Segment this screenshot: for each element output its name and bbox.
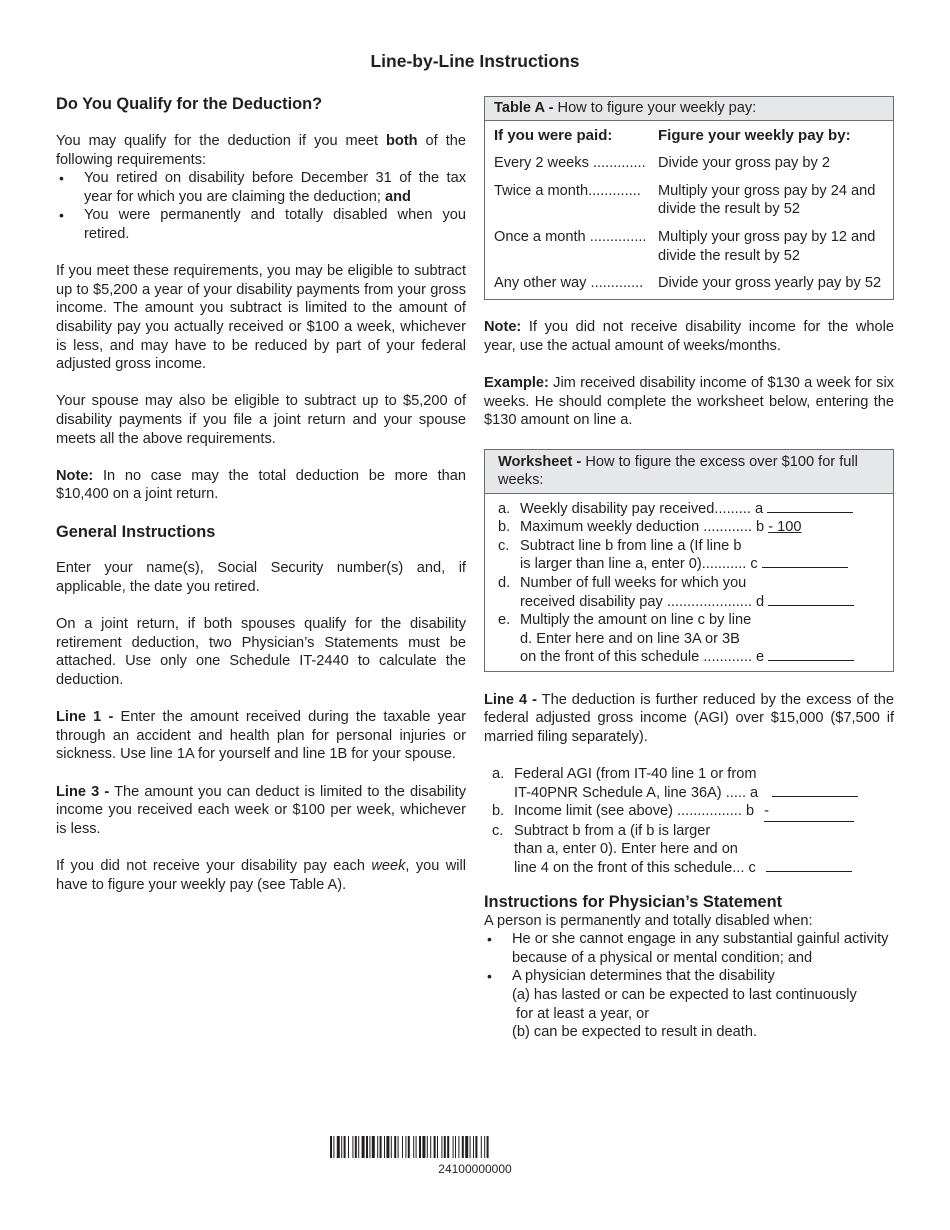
left-column (56, 94, 466, 894)
physician-list (484, 930, 894, 1042)
worksheet-title: Worksheet - How to figure the excess over $100 for full weeks: (485, 450, 893, 494)
line-e-blank (768, 648, 854, 661)
table-cell: Twice a month............. (494, 182, 641, 199)
table-cell: Divide your gross yearly pay by 52 (658, 275, 882, 292)
spouse-paragraph: Your spouse may also be eligible to subtract up to $5,200 of disability payments if you file a joint return and your spouse meets all the above requirements. (56, 393, 466, 447)
physician-heading: Instructions for Physician’s Statement (484, 892, 783, 911)
qualify-intro: You may qualify for the deduction if you meet both of the following requirements: (56, 133, 466, 168)
note-paragraph: Note: In no case may the total deduction be more than $10,400 on a joint return. (56, 467, 466, 503)
line4-line-a: a. Federal AGI (from IT-40 line 1 or from IT-40PNR Schedule A, line 36A) ..... a (484, 765, 894, 802)
line-a-blank (767, 500, 853, 513)
table-row (485, 269, 893, 299)
column-header: Figure your weekly pay by: (658, 126, 851, 144)
worksheet-line-b: b. Maximum weekly deduction ............ b - 100 (498, 519, 802, 536)
barcode-number: 24100000000 (438, 1162, 512, 1176)
table-cell: Every 2 weeks ............. (494, 155, 646, 172)
worksheet-line-a: a. Weekly disability pay received......... a (498, 500, 880, 519)
table-cell: Once a month .............. (494, 228, 647, 245)
table-a (484, 96, 894, 300)
list-item: • He or she cannot engage in any substantial gainful activity because of a physical or mental condition; and (484, 930, 894, 967)
worksheet (484, 449, 894, 673)
general-heading: General Instructions (56, 523, 216, 542)
line4-line-b: b. Income limit (see above) ................ b - (484, 802, 894, 822)
right-column (484, 96, 894, 1042)
eligibility-paragraph: If you meet these requirements, you may be eligible to subtract up to $5,200 a year of your disability payments from your gross income. The amount you subtract is limited to the amount of disability pay you actually received or $100 a week, whichever is less, and may have to be reduced by part of your federal adjusted gross income. (56, 263, 466, 373)
table-cell: Multiply your gross pay by 24 and divide the result by 52 (658, 182, 876, 218)
line3-paragraph: Line 3 - The amount you can deduct is limited to the disability income you received each week or $100 per week, whichever is less. (56, 783, 466, 837)
worksheet-line-c: c. Subtract line b from line a (If line b is larger than line a, enter 0)........... c (498, 537, 880, 574)
line4-c-blank (766, 859, 852, 872)
line-d-blank (768, 593, 854, 606)
line4-b-value: - (764, 802, 854, 822)
note-paragraph: Note: If you did not receive disability income for the whole year, use the actual amount of weeks/months. (484, 319, 894, 354)
list-item: • A physician determines that the disability (a) has lasted or can be expected to last continuously for at least a year, or (b) can be expected to result in death. (484, 967, 894, 1041)
line1-paragraph: Line 1 - Enter the amount received during the taxable year through an accident and health plan for personal injuries or sickness. Use line 1A for yourself and line 1B for your spouse. (56, 709, 466, 763)
physician-intro: A person is permanently and totally disabled when: (484, 912, 813, 929)
line4-a-blank (772, 784, 858, 797)
weekly-pay-paragraph: If you did not receive your disability pay each week, you will have to figure your weekly pay (see Table A). (56, 857, 466, 893)
line4-calculation (484, 765, 894, 878)
list-item: • You retired on disability before December 31 of the tax year for which you are claiming the deduction; and (56, 169, 466, 206)
table-a-header-row (485, 121, 893, 150)
line4-line-c: c. Subtract b from a (if b is larger than a, enter 0). Enter here and on line 4 on the front of this schedule... c (484, 822, 894, 878)
table-cell: Divide your gross pay by 2 (658, 155, 830, 172)
line-b-value: - 100 (768, 519, 802, 536)
page-title: Line-by-Line Instructions (370, 51, 580, 71)
general-paragraph-2: On a joint return, if both spouses qualify for the disability retirement deduction, two Physician’s Statements must be attached. Use only one Schedule IT-2440 to calculate the deduction. (56, 616, 466, 689)
line4-paragraph: Line 4 - The deduction is further reduced by the excess of the federal adjusted gross income (AGI) over $15,000 ($7,500 if married filing separately). (484, 691, 894, 745)
requirements-list (56, 169, 466, 243)
general-paragraph-1: Enter your name(s), Social Security number(s) and, if applicable, the date you retired. (56, 560, 466, 596)
table-row (485, 177, 893, 223)
table-a-title: Table A - How to figure your weekly pay: (485, 97, 893, 121)
worksheet-line-d: d. Number of full weeks for which you received disability pay ..................... d (498, 574, 880, 611)
list-item: • You were permanently and totally disabled when you retired. (56, 206, 466, 243)
column-header: If you were paid: (494, 126, 613, 144)
line-c-blank (762, 555, 848, 568)
table-row (485, 149, 893, 177)
barcode (330, 1136, 620, 1158)
worksheet-line-e: e. Multiply the amount on line c by line d. Enter here and on line 3A or 3B on the front of this schedule ............ e (498, 611, 880, 667)
table-row (485, 223, 893, 269)
table-cell: Any other way ............. (494, 275, 644, 292)
qualify-heading: Do You Qualify for the Deduction? (56, 95, 323, 113)
table-cell: Multiply your gross pay by 12 and divide the result by 52 (658, 228, 876, 264)
example-paragraph: Example: Jim received disability income of $130 a week for six weeks. He should complete the worksheet below, entering the $130 amount on line a. (484, 375, 894, 429)
